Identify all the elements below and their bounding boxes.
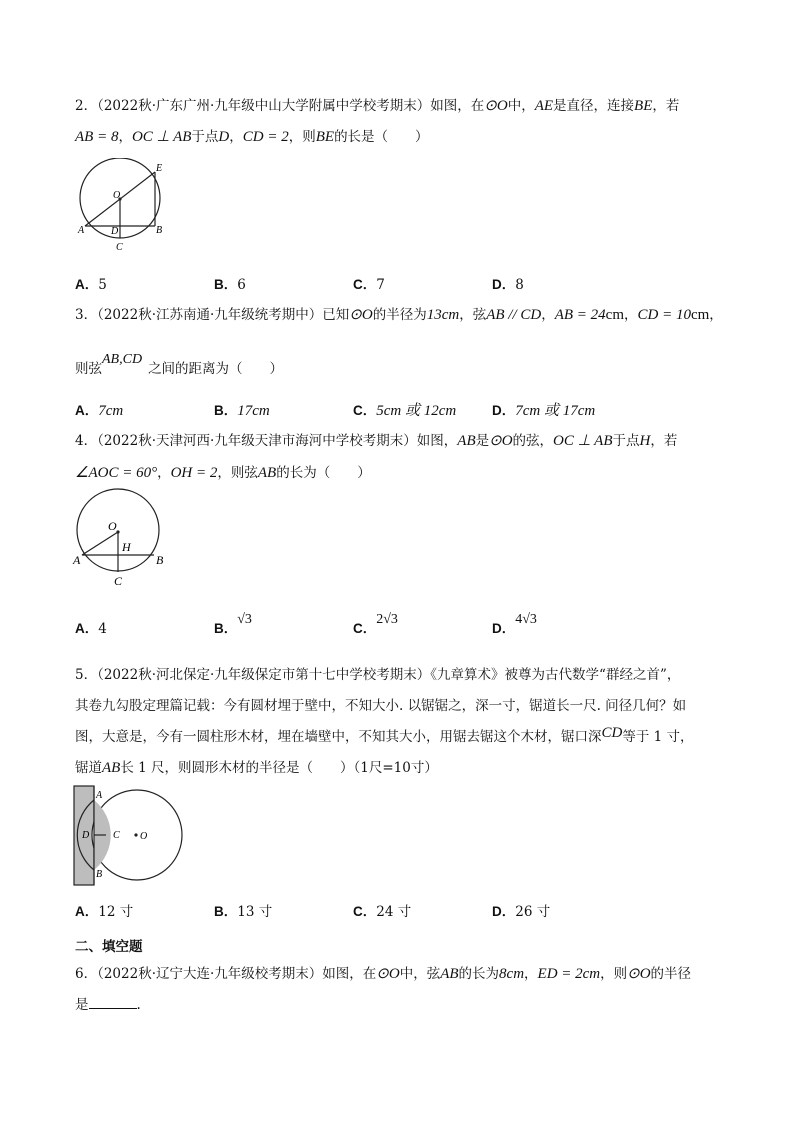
q6-text: 是 xyxy=(75,997,89,1013)
q5-text: 其卷九勾股定理篇记载：今有圆材埋于壁中，不知大小. 以锯锯之，深一寸，锯道长一尺. 问径几何？如 xyxy=(75,698,687,714)
q2-text: ，则 xyxy=(288,129,316,145)
q3-text: 的半径为 xyxy=(372,307,427,323)
q3-option-c[interactable] xyxy=(353,402,456,420)
fig-label-o: O xyxy=(108,519,117,533)
q3-line2 xyxy=(75,352,284,379)
q3-unit: cm xyxy=(605,307,624,323)
q6-text: 如图，在 xyxy=(322,966,377,982)
q2-option-d[interactable] xyxy=(492,276,524,294)
option-text: 5cm 或 12cm xyxy=(376,403,457,419)
q4-source: （2022秋·天津河西·九年级天津市海河中学校考期末） xyxy=(97,433,417,449)
option-text: 4 xyxy=(98,621,107,637)
option-text: 7cm xyxy=(98,403,124,419)
q4-line1 xyxy=(75,432,677,450)
q6-line2 xyxy=(75,996,141,1014)
q2-comma: ， xyxy=(118,129,132,145)
q2-text: ，若 xyxy=(652,98,680,114)
q5-option-c[interactable] xyxy=(353,903,411,921)
fig-label-a: A xyxy=(96,790,103,801)
q3-text: 之间的距离为（ ） xyxy=(148,361,284,377)
q2-text: 于点 xyxy=(191,129,219,145)
q2-option-c[interactable] xyxy=(353,276,385,294)
q5-number: 5． xyxy=(75,667,98,683)
q4-text: ，若 xyxy=(650,433,678,449)
q6-text: ，则 xyxy=(600,966,628,982)
q3-source: （2022秋·江苏南通·九年级统考期中） xyxy=(97,307,323,323)
q5-text: 图，大意是，今有一圆柱形木材，埋在墙壁中，不知其大小，用锯去锯这个木材，锯口深 xyxy=(75,729,602,745)
q3-radius: 13cm xyxy=(426,307,460,323)
option-letter: B． xyxy=(214,277,238,292)
option-text: 2√3 xyxy=(376,612,398,627)
option-letter: C． xyxy=(353,621,377,636)
option-letter: D． xyxy=(492,904,516,919)
q5-line3 xyxy=(75,725,694,746)
q2-be: BE xyxy=(315,129,335,145)
q4-number: 4． xyxy=(75,433,98,449)
fig-label-d: D xyxy=(82,830,90,841)
fig-label-b: B xyxy=(96,869,103,880)
q5-ab: AB xyxy=(102,760,121,776)
option-letter: C． xyxy=(353,277,377,292)
fig-label-b: B xyxy=(156,225,163,236)
option-letter: C． xyxy=(353,904,377,919)
q2-option-a[interactable] xyxy=(75,276,107,294)
option-text: 26 寸 xyxy=(515,904,551,920)
option-letter: D． xyxy=(492,277,516,292)
q6-circle-o: ⊙O xyxy=(376,966,400,982)
q5-option-b[interactable] xyxy=(214,903,272,921)
q4-h: H xyxy=(639,433,651,449)
section-title-fill-blank: 二、填空题 xyxy=(75,939,143,954)
q2-text: 中， xyxy=(507,98,535,114)
q4-option-d[interactable] xyxy=(492,612,537,639)
fig-label-d: D xyxy=(111,226,119,237)
q4-ocab: OC ⊥ AB xyxy=(553,433,613,449)
q3-option-a[interactable] xyxy=(75,402,123,420)
q5-cd: CD xyxy=(601,725,623,741)
q2-text: 如图，在 xyxy=(430,98,485,114)
q2-cd2: CD = 2 xyxy=(242,129,289,145)
q6-text: ， xyxy=(524,966,538,982)
option-text: 13 寸 xyxy=(237,904,273,920)
q2-figure xyxy=(74,158,174,254)
q3-ab24: AB = 24 xyxy=(554,307,606,323)
q4-text: 的长为（ ） xyxy=(276,465,371,481)
option-text: √3 xyxy=(237,612,252,627)
q6-ed: ED = 2cm xyxy=(537,966,601,982)
q6-number: 6． xyxy=(75,966,98,982)
q4-text: 于点 xyxy=(612,433,640,449)
q4-option-b[interactable] xyxy=(214,612,252,639)
q3-circle-o: ⊙O xyxy=(349,307,373,323)
q2-text: 的长是（ ） xyxy=(334,129,429,145)
q5-figure xyxy=(72,784,188,888)
q4-text: 如图， xyxy=(416,433,458,449)
q2-text: 是直径，连接 xyxy=(553,98,635,114)
q5-text: 长 1 尺，则圆形木材的半径是（ ）（1尺=10寸） xyxy=(120,760,438,776)
fig-label-e: E xyxy=(156,163,163,174)
option-letter: C． xyxy=(353,403,377,418)
option-text: 17cm xyxy=(237,403,270,419)
q2-number: 2． xyxy=(75,98,98,114)
q6-text: . xyxy=(136,997,141,1013)
q2-comma: ， xyxy=(229,129,243,145)
fig-label-c: C xyxy=(114,574,123,588)
q4-option-c[interactable] xyxy=(353,612,398,639)
q2-ab8: AB = 8 xyxy=(75,129,119,145)
option-text: 24 寸 xyxy=(376,904,412,920)
fig-label-c: C xyxy=(113,830,120,841)
fig-label-a: A xyxy=(78,225,85,236)
option-text: 8 xyxy=(515,277,524,293)
fig-label-o: O xyxy=(140,831,148,842)
q2-line1 xyxy=(75,97,679,115)
q3-text: ，弦 xyxy=(459,307,487,323)
q3-abcd: AB // CD xyxy=(486,307,542,323)
q2-ocab: OC ⊥ AB xyxy=(131,129,192,145)
q2-source: （2022秋·广东广州·九年级中山大学附属中学校考期末） xyxy=(97,98,431,114)
q4-ab: AB xyxy=(457,433,476,449)
option-text: 7cm 或 17cm xyxy=(515,403,596,419)
q4-circle-o: ⊙O xyxy=(489,433,513,449)
option-text: 5 xyxy=(98,277,107,293)
fig-label-o: O xyxy=(113,190,121,201)
q6-answer-blank[interactable] xyxy=(89,996,137,1009)
q4-aoc: ∠AOC = 60° xyxy=(75,465,158,481)
option-letter: D． xyxy=(492,621,516,636)
option-letter: A． xyxy=(75,904,99,919)
fig-label-a: A xyxy=(73,553,81,567)
q4-text: 是 xyxy=(475,433,490,449)
q6-text: 的长为 xyxy=(458,966,500,982)
q4-ab: AB xyxy=(257,465,277,481)
q3-line1: 3．（2022秋·江苏南通·九年级统考期中）已知⊙O的半径为13cm，弦AB // CD，AB = 24cm，CD = 10cm， xyxy=(75,307,723,323)
q4-text: ，则弦 xyxy=(217,465,258,481)
q3-option-d[interactable] xyxy=(492,402,595,420)
option-letter: B． xyxy=(214,904,238,919)
fig-label-c: C xyxy=(116,242,123,253)
q4-figure xyxy=(72,488,176,588)
fig-label-h: H xyxy=(122,540,131,554)
q2-option-b[interactable] xyxy=(214,276,246,294)
q5-line4 xyxy=(75,759,438,777)
q5-line2 xyxy=(75,697,686,715)
q3-chords: AB,CD xyxy=(102,352,143,367)
q3-cd10: CD = 10 xyxy=(637,307,691,323)
option-letter: A． xyxy=(75,277,99,292)
option-text: 6 xyxy=(237,277,246,293)
q3-unit: cm xyxy=(690,307,710,323)
option-text: 7 xyxy=(376,277,385,293)
q4-oh: OH = 2 xyxy=(170,465,218,481)
q5-text: 等于 1 寸， xyxy=(622,729,694,745)
q2-d: D xyxy=(218,129,230,145)
q4-line2: ∠AOC = 60°，OH = 2，则弦AB的长为（ ） xyxy=(75,465,371,481)
q2-be: BE xyxy=(634,98,653,114)
q5-line1 xyxy=(75,666,680,684)
q5-option-a[interactable] xyxy=(75,903,133,921)
option-text: 4√3 xyxy=(515,612,537,627)
option-text: 12 寸 xyxy=(98,904,134,920)
q4-text: 的弦， xyxy=(512,433,554,449)
q6-line1 xyxy=(75,965,691,983)
option-letter: B． xyxy=(214,621,238,636)
q3-text: 则弦 xyxy=(75,361,102,377)
q5-source: （2022秋·河北保定·九年级保定市第十七中学校考期末） xyxy=(97,667,431,683)
q2-ae: AE xyxy=(534,98,554,114)
option-letter: D． xyxy=(492,403,516,418)
q6-length: 8cm xyxy=(499,966,525,982)
q2-circle-o: ⊙O xyxy=(484,98,508,114)
q6-text: 的半径 xyxy=(650,966,692,982)
q5-text: 《九章算术》被尊为古代数学“群经之首”， xyxy=(430,667,681,683)
q5-option-d[interactable] xyxy=(492,903,550,921)
option-letter: B． xyxy=(214,403,238,418)
q3-option-b[interactable] xyxy=(214,402,270,420)
q6-text: 中，弦 xyxy=(399,966,441,982)
q4-option-a[interactable] xyxy=(75,620,107,638)
q5-text: 锯道 xyxy=(75,760,102,776)
q6-circle-o: ⊙O xyxy=(627,966,651,982)
q3-number: 3． xyxy=(75,307,98,323)
option-letter: A． xyxy=(75,403,99,418)
q2-line2 xyxy=(75,128,429,146)
fig-label-b: B xyxy=(156,553,164,567)
option-letter: A． xyxy=(75,621,99,636)
q3-text: 已知 xyxy=(322,307,350,323)
q6-ab: AB xyxy=(440,966,459,982)
q6-source: （2022秋·辽宁大连·九年级校考期末） xyxy=(97,966,323,982)
